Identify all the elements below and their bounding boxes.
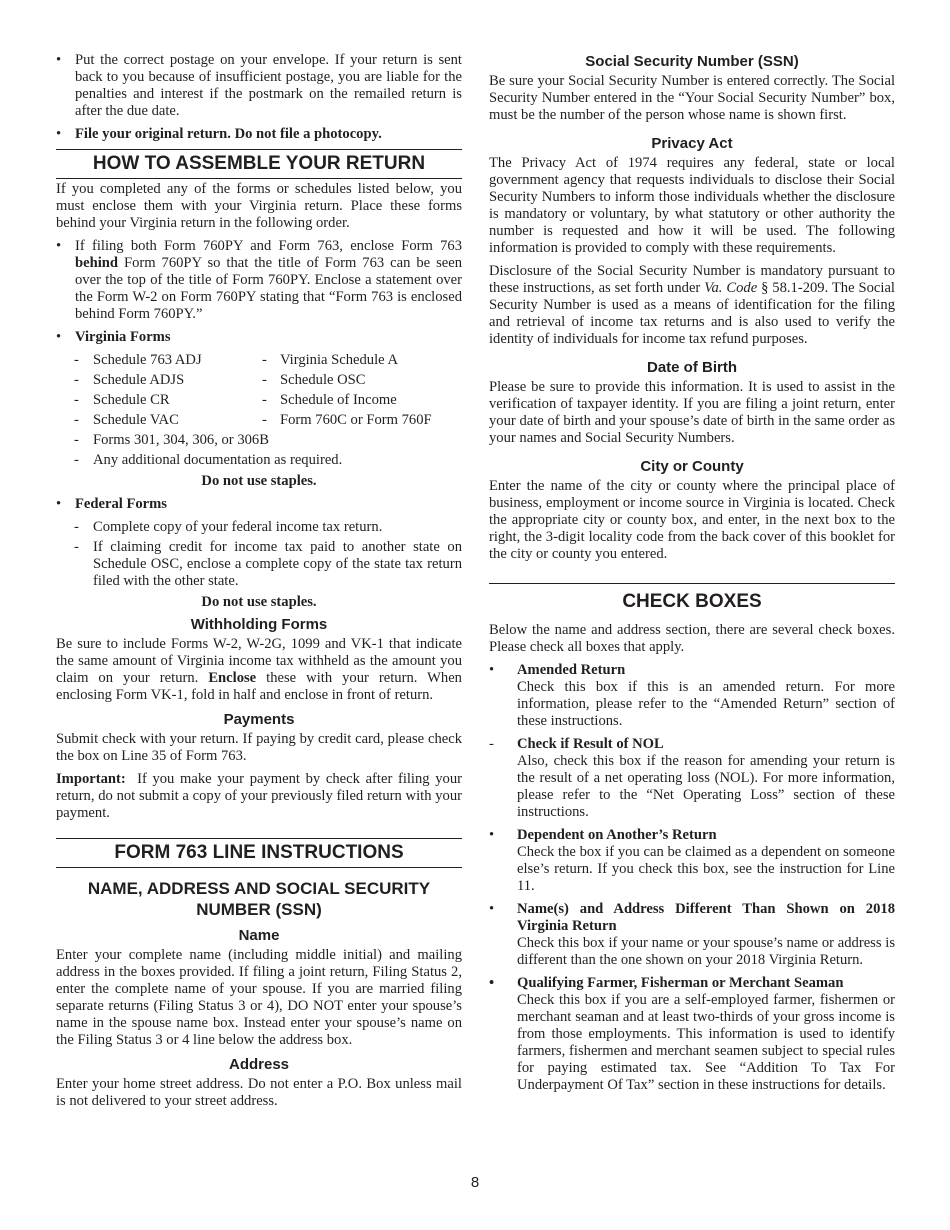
ssn-text: Be sure your Social Security Number is entered correctly. The Social Security Number entered in the “Your Social Security Number” box, must be the number of the person whose name is shown first. [489,73,895,123]
assemble-intro: If you completed any of the forms or schedules listed below, you must enclose them with your Virginia return. Place these forms behind your Virginia return in the following order. [56,181,462,231]
withholding-text: Be sure to include Forms W-2, W-2G, 1099 and VK-1 that indicate the same amount of Virginia income tax withheld as the amount you claim on your return. Enclose these with your return. When enclosing Form VK-1, fold in half and enclose in front of return. [56,636,462,703]
list-item: - Form 760C or Form 760F [262,412,432,428]
name-heading: Name [238,927,280,944]
virginia-forms-list [56,352,462,429]
check-box-item-nol: - Check if Result of NOL Also, check this box if the reason for amending your return is the result of a net operating loss (NOL). For more information, please refer to the “Net Operating Loss” section of these instructions. [489,736,895,820]
list-item: - Schedule 763 ADJ [74,352,202,368]
withholding-heading: Withholding Forms [190,616,328,633]
check-boxes-intro: Below the name and address section, there are several check boxes. Please check all boxes that apply. [489,622,895,655]
name-text: Enter your complete name (including middle initial) and mailing address in the boxes provided. If filing a joint return, Filing Status 2, enter the complete name of your spouse. If you are married filing separate returns (Filing Status 3 or 4), DO NOT enter your spouse’s name in the spouse name box. Instead enter your spouse’s name on the Filing Status 3 or 4 line below the address box. [56,947,462,1048]
check-boxes-heading: CHECK BOXES [489,583,895,614]
filing-both-bullet: • If filing both Form 760PY and Form 763, enclose Form 763 behind Form 760PY so that the title of Form 763 can be seen over the top of the title of Form 760PY. Enclose a statement over the Form W-2 on Form 760PY stating that “Form 763 is enclosed behind Form 760PY.” [56,238,462,322]
important-note: Important: If you make your payment by check after filing your return, do not submit a copy of your previously filed return with your payment. [56,771,462,821]
check-box-item-name-address-different: • Name(s) and Address Different Than Shown on 2018 Virginia Return Check this box if your name or your spouse’s name or address is different than the one shown on your 2018 Virginia Return. [489,901,895,968]
name-address-ssn-heading: NAME, ADDRESS AND SOCIAL SECURITY NUMBER (SSN) [87,879,431,919]
disclosure-text: Disclosure of the Social Security Number is mandatory pursuant to these instructions, as set forth under Va. Code § 58.1-209. The Social Security Number is used as a means of identification for the filing and retrieval of income tax returns and is also used to verify the identity of individuals for income tax refund purposes. [489,263,895,347]
list-item: - Schedule OSC [262,372,366,388]
list-item: - Any additional documentation as required. [74,452,343,468]
check-box-item-dependent: • Dependent on Another’s Return Check the box if you can be claimed as a dependent on someone else’s return. If you check this box, see the instruction for Line 11. [489,827,895,894]
city-county-text: Enter the name of the city or county where the principal place of business, employment or income source in Virginia is located. Check the appropriate city or county box, and enter, in the next box to the right, the 3-digit locality code from the back cover of this booklet for the city or county you entered. [489,478,895,562]
left-column [56,52,462,1116]
list-item: - Virginia Schedule A [262,352,399,368]
privacy-text: The Privacy Act of 1974 requires any federal, state or local government agency that requests individuals to disclose their Social Security Numbers to inform those individuals whether the disclosure is mandatory or voluntary, by what statutory or other authority the number is requested and how it will be used. The following information is provided to comply with these requirements. [489,155,895,256]
virginia-forms-label: • Virginia Forms [56,329,171,345]
payments-heading: Payments [223,711,295,728]
page-number: 8 [470,1174,480,1191]
city-county-heading: City or County [640,458,744,475]
no-staples-note: Do not use staples. [201,594,317,610]
dob-heading: Date of Birth [647,359,737,376]
list-item: - Schedule of Income [262,392,397,408]
list-item: - If claiming credit for income tax paid to another state on Schedule OSC, enclose a complete copy of the state tax return filed with the other state. [74,539,462,589]
dob-text: Please be sure to provide this information. It is used to assist in the verification of taxpayer identity. If you are filing a joint return, enter your date of birth and your spouse’s date of birth in the same order as your names and Social Security Numbers. [489,379,895,446]
list-item: - Schedule ADJS [74,372,185,388]
bullet-postage: • Put the correct postage on your envelope. If your return is sent back to you because of insufficient postage, you are liable for the penalties and interest if the postmark on the remailed return is after the due date. [56,52,462,119]
check-box-item-amended: • Amended Return Check this box if this is an amended return. For more information, please refer to the “Amended Return” section of these instructions. [489,662,895,729]
assemble-heading: HOW TO ASSEMBLE YOUR RETURN [56,149,462,179]
ssn-heading: Social Security Number (SSN) [585,53,799,70]
line-instructions-heading: FORM 763 LINE INSTRUCTIONS [56,838,462,868]
list-item: - Schedule CR [74,392,170,408]
federal-forms-label: • Federal Forms [56,496,167,512]
list-item: - Complete copy of your federal income tax return. [74,519,383,535]
address-heading: Address [228,1056,290,1073]
bullet-original-return: • File your original return. Do not file a photocopy. [56,126,382,142]
list-item: - Schedule VAC [74,412,179,428]
list-item: - Forms 301, 304, 306, or 306B [74,432,269,448]
address-text: Enter your home street address. Do not enter a P.O. Box unless mail is not delivered to your street address. [56,1076,462,1109]
no-staples-note: Do not use staples. [201,473,317,489]
right-column [489,52,895,1100]
payments-text: Submit check with your return. If paying by credit card, please check the box on Line 35 of Form 763. [56,731,462,764]
privacy-heading: Privacy Act [651,135,733,152]
check-box-item-qualifying-farmer: • Qualifying Farmer, Fisherman or Merchant Seaman Check this box if you are a self-employed farmer, fishermen or merchant seaman and at least two-thirds of your gross income is from those employments. This information is used to identify farmers, fishermen and merchant seamen subject to special rules for paying estimated tax. See “Addition To Tax For Underpayment Of Tax” section in these instructions for details. [489,975,895,1093]
